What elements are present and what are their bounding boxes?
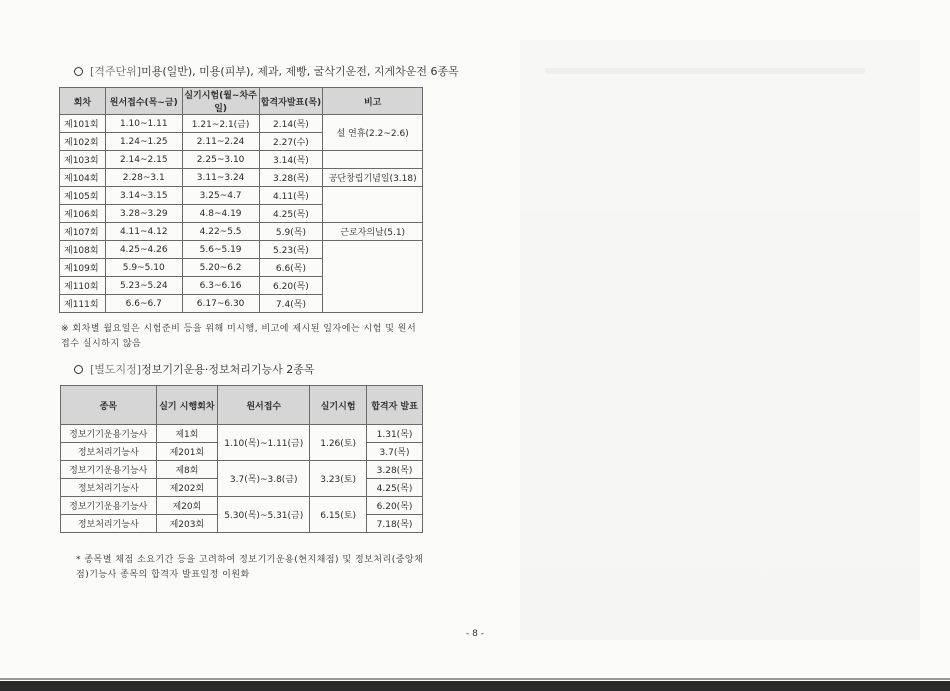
exam-cell: 4.22~5.5 xyxy=(182,223,259,241)
apply-cell: 5.9~5.10 xyxy=(105,259,182,277)
result-cell: 6.6(목) xyxy=(259,259,323,277)
col-header-round: 회차 xyxy=(60,88,106,115)
apply-cell: 2.14~2.15 xyxy=(105,151,182,169)
apply-cell: 5.30(목)~5.31(금) xyxy=(218,497,310,533)
apply-cell: 5.23~5.24 xyxy=(105,277,182,295)
table-row xyxy=(60,169,423,187)
result-cell: 3.28(목) xyxy=(259,169,323,187)
apply-cell: 2.28~3.1 xyxy=(105,169,182,187)
result-cell: 5.9(목) xyxy=(259,223,323,241)
result-cell: 3.28(목) xyxy=(367,461,423,479)
result-cell: 7.4(목) xyxy=(259,295,323,313)
result-cell: 7.18(목) xyxy=(367,515,423,533)
col-header-remark: 비고 xyxy=(323,88,423,115)
exam-cell: 6.17~6.30 xyxy=(182,295,259,313)
subject-cell: 정보처리기능사 xyxy=(61,515,157,533)
col-header-result: 합격자 발표 xyxy=(367,386,423,425)
scan-edge-bar xyxy=(0,681,950,691)
round-cell: 제8회 xyxy=(156,461,218,479)
col-header-apply: 원서접수(목~금) xyxy=(105,88,182,115)
exam-cell: 1.21~2.1(금) xyxy=(182,115,259,133)
round-cell: 제105회 xyxy=(60,187,106,205)
col-header-apply: 원서접수 xyxy=(218,386,310,425)
apply-cell: 4.25~4.26 xyxy=(105,241,182,259)
remark-cell-empty xyxy=(323,241,423,313)
table-row xyxy=(60,151,423,169)
apply-cell: 1.10~1.11 xyxy=(105,115,182,133)
schedule-table-1 xyxy=(59,87,423,313)
round-cell: 제109회 xyxy=(60,259,106,277)
col-header-result: 합격자발표(목) xyxy=(259,88,323,115)
exam-cell: 3.23(토) xyxy=(310,461,367,497)
exam-cell: 3.25~4.7 xyxy=(182,187,259,205)
exam-cell: 4.8~4.19 xyxy=(182,205,259,223)
remark-holiday: 설 연휴(2.2~2.6) xyxy=(323,115,423,151)
exam-cell: 5.6~5.19 xyxy=(182,241,259,259)
remark-anniversary: 공단창립기념일(3.18) xyxy=(323,169,423,187)
table-row xyxy=(61,425,423,443)
result-cell: 2.27(수) xyxy=(259,133,323,151)
apply-cell: 3.14~3.15 xyxy=(105,187,182,205)
faint-bleedthrough xyxy=(545,68,865,74)
exam-cell: 3.11~3.24 xyxy=(182,169,259,187)
round-cell: 제1회 xyxy=(156,425,218,443)
apply-cell: 1.24~1.25 xyxy=(105,133,182,151)
exam-cell: 2.11~2.24 xyxy=(182,133,259,151)
scan-edge-line xyxy=(0,678,950,680)
result-cell: 6.20(목) xyxy=(367,497,423,515)
result-cell: 2.14(목) xyxy=(259,115,323,133)
col-header-exam: 실기시험 xyxy=(310,386,367,425)
exam-cell: 1.26(토) xyxy=(310,425,367,461)
round-cell: 제111회 xyxy=(60,295,106,313)
result-cell: 5.23(목) xyxy=(259,241,323,259)
blank-right-area xyxy=(520,40,920,640)
result-cell: 4.25(목) xyxy=(367,479,423,497)
subject-cell: 정보기기운용기능사 xyxy=(61,461,157,479)
round-cell: 제101회 xyxy=(60,115,106,133)
subject-cell: 정보기기운용기능사 xyxy=(61,425,157,443)
exam-cell: 6.3~6.16 xyxy=(182,277,259,295)
result-cell: 6.20(목) xyxy=(259,277,323,295)
section2-note: * 종목별 채점 소요기간 등을 고려하여 정보기기운용(현지채점) 및 정보처리(중앙채점)기능사 종목의 합격자 발표일정 이원화 xyxy=(76,555,424,580)
section1-heading-text: 미용(일반), 미용(피부), 제과, 제빵, 굴삭기운전, 지게차운전 6종목 xyxy=(141,65,459,78)
table-row xyxy=(60,187,423,205)
round-cell: 제104회 xyxy=(60,169,106,187)
exam-cell: 2.25~3.10 xyxy=(182,151,259,169)
table-row xyxy=(60,241,423,259)
circle-bullet-icon xyxy=(74,67,83,76)
table-row xyxy=(60,115,423,133)
result-cell: 3.7(목) xyxy=(367,443,423,461)
section2-heading-text: 정보기기운용·정보처리기능사 2종목 xyxy=(141,363,315,376)
col-header-exam: 실기시험(월~차주일) xyxy=(182,88,259,115)
result-cell: 3.14(목) xyxy=(259,151,323,169)
round-cell: 제203회 xyxy=(156,515,218,533)
section1-note: ※ 회차별 월요일은 시험준비 등을 위해 미시행, 비고에 제시된 일자에는 시험 및 원서접수 실시하지 않음 xyxy=(61,324,417,349)
round-cell: 제20회 xyxy=(156,497,218,515)
col-header-subject: 종목 xyxy=(61,386,157,425)
section1-tag: [격주단위] xyxy=(90,65,142,78)
schedule-table-2 xyxy=(60,385,423,533)
table-row xyxy=(61,461,423,479)
remark-labor-day: 근로자의날(5.1) xyxy=(323,223,423,241)
round-cell: 제202회 xyxy=(156,479,218,497)
round-cell: 제106회 xyxy=(60,205,106,223)
remark-cell-empty xyxy=(323,151,423,169)
apply-cell: 1.10(목)~1.11(금) xyxy=(218,425,310,461)
round-cell: 제103회 xyxy=(60,151,106,169)
exam-cell: 5.20~6.2 xyxy=(182,259,259,277)
result-cell: 4.11(목) xyxy=(259,187,323,205)
round-cell: 제102회 xyxy=(60,133,106,151)
section2-tag: [별도지정] xyxy=(90,363,142,376)
subject-cell: 정보기기운용기능사 xyxy=(61,497,157,515)
exam-cell: 6.15(토) xyxy=(310,497,367,533)
round-cell: 제110회 xyxy=(60,277,106,295)
table-header-row xyxy=(60,88,423,115)
subject-cell: 정보처리기능사 xyxy=(61,479,157,497)
apply-cell: 6.6~6.7 xyxy=(105,295,182,313)
round-cell: 제108회 xyxy=(60,241,106,259)
apply-cell: 4.11~4.12 xyxy=(105,223,182,241)
section1-heading xyxy=(74,63,459,79)
round-cell: 제201회 xyxy=(156,443,218,461)
remark-cell-empty xyxy=(323,187,423,223)
col-header-round: 실기 시행회차 xyxy=(156,386,218,425)
table-row xyxy=(60,223,423,241)
apply-cell: 3.7(목)~3.8(금) xyxy=(218,461,310,497)
apply-cell: 3.28~3.29 xyxy=(105,205,182,223)
circle-bullet-icon xyxy=(74,365,83,374)
table-header-row xyxy=(61,386,423,425)
subject-cell: 정보처리기능사 xyxy=(61,443,157,461)
result-cell: 4.25(목) xyxy=(259,205,323,223)
result-cell: 1.31(목) xyxy=(367,425,423,443)
round-cell: 제107회 xyxy=(60,223,106,241)
table-row xyxy=(61,497,423,515)
section2-heading xyxy=(74,361,314,377)
page-number: - 8 - xyxy=(466,629,484,639)
